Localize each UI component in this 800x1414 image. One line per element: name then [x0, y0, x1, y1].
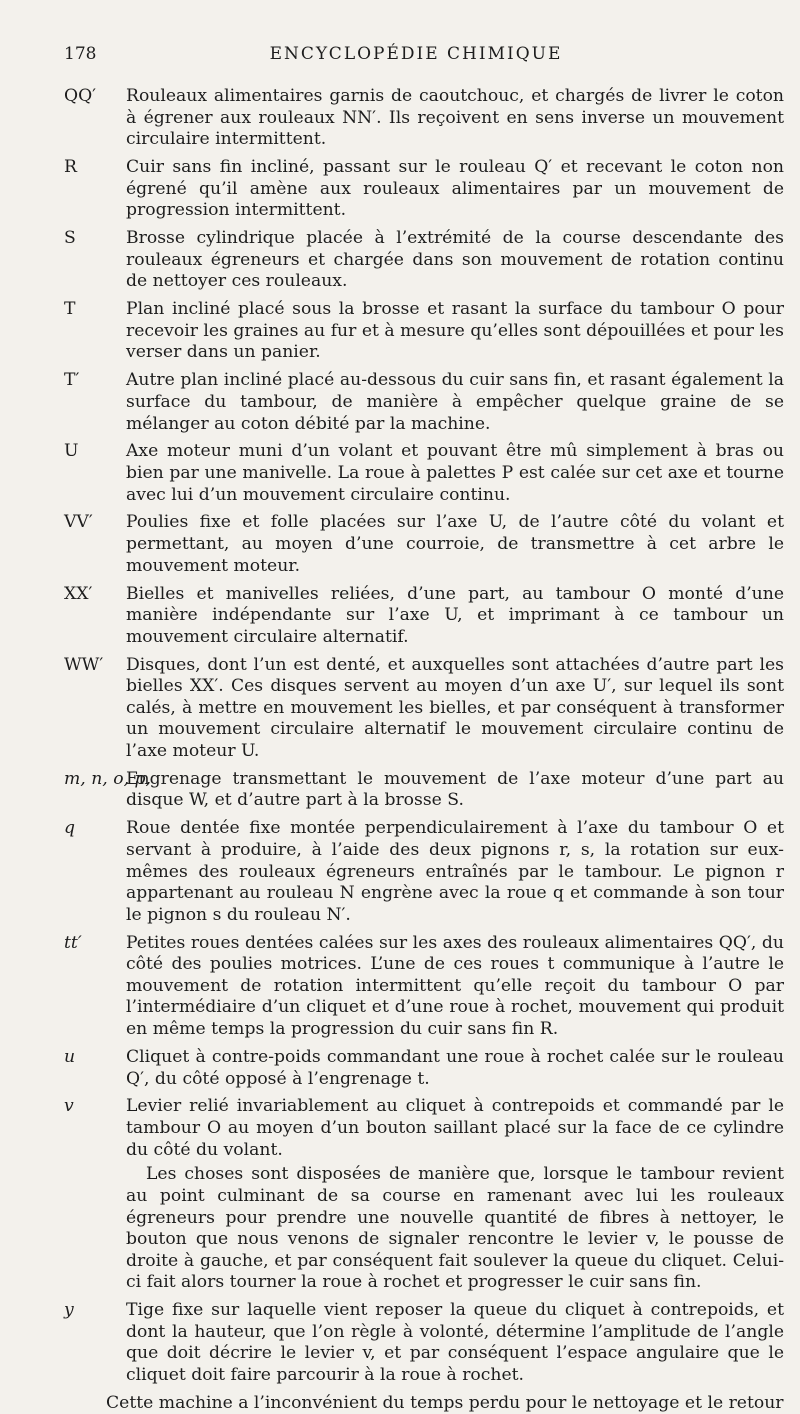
- legend-term: v: [64, 1096, 74, 1117]
- legend-text: Plan incliné placé sous la brosse et rasant la surface du tambour O pour recevoir les graines au fur et à mesure qu’elles sont dépouillées et pour les verser dans un panier.: [126, 299, 784, 363]
- legend-term: S: [64, 228, 76, 249]
- legend-term: q: [64, 818, 76, 839]
- legend-entry: [64, 1096, 784, 1161]
- legend-term: u: [64, 1046, 76, 1067]
- explanatory-paragraph: Les choses sont disposées de manière que, lorsque le tambour revient au point culminant de sa course en ramenant avec lui les rouleaux égreneurs pour prendre une nouvelle quantité de fibres à nettoyer, le bouton que nous venons de signaler rencontre le levier v, le pousse de droite à gauche, et par conséquent fait soulever la queue du cliquet. Celui-ci fait alors tourner la roue à rochet et progresser le cuir sans fin.: [126, 1164, 784, 1293]
- legend-entry: [64, 441, 784, 506]
- legend-text: Engrenage transmettant le mouvement de l’axe moteur d’une part au disque W, et d’autre part à la brosse S.: [126, 768, 784, 811]
- legend-entry: [64, 86, 784, 151]
- legend-term: U: [64, 441, 79, 462]
- page-number: 178: [64, 44, 97, 64]
- legend-entry: [64, 370, 784, 435]
- legend-text: Disques, dont l’un est denté, et auxquelles sont attachées d’autre part les bielles XX′. Ces disques servent au moyen d’un axe U′, sur lequel ils sont calés, à mettre en mouvement les bielles, et par conséquent à transformer un mouvement circulaire alternatif le mouvement circulaire continu de l’axe moteur U.: [126, 654, 784, 761]
- legend-text: Roue dentée fixe montée perpendiculairement à l’axe du tambour O et servant à produire, à l’aide des deux pignons r, s, la rotation sur eux-mêmes des rouleaux égreneurs entraînés par le tambour. Le pignon r appartenant au rouleau N engrène avec la roue q et commande à son tour le pignon s du rouleau N′.: [126, 818, 784, 925]
- legend-term: VV′: [64, 512, 93, 533]
- legend-text: Cliquet à contre-poids commandant une roue à rochet calée sur le rouleau Q′, du côté opposé à l’engrenage t.: [126, 1046, 784, 1089]
- legend-term: WW′: [64, 654, 104, 675]
- legend-term: T: [64, 299, 76, 320]
- legend-entry: [64, 769, 784, 812]
- legend-text: Tige fixe sur laquelle vient reposer la queue du cliquet à contrepoids, et dont la hauteur, que l’on règle à volonté, détermine l’amplitude de l’angle que doit décrire le levier v, et par conséquent l’espace angulaire que le cliquet doit faire parcourir à la roue à rochet.: [126, 1300, 784, 1385]
- legend-text: Autre plan incliné placé au-dessous du cuir sans fin, et rasant également la surface du tambour, de manière à empêcher quelque graine de se mélanger au coton débité par la machine.: [126, 370, 784, 434]
- page-header: [64, 44, 768, 68]
- final-line: Cette machine a l’inconvénient du temps perdu pour le nettoyage et le retour: [106, 1392, 784, 1413]
- legend-term: tt′: [64, 932, 82, 953]
- legend-text: Petites roues dentées calées sur les axes des rouleaux alimentaires QQ′, du côté des poulies motrices. L’une de ces roues t communique à l’autre le mouvement de rotation intermittent qu’elle reçoit du tambour O par l’intermédiaire d’un cliquet et d’une roue à rochet, mouvement qui produit en même temps la progression du cuir sans fin R.: [126, 932, 784, 1040]
- legend-entry: [64, 228, 784, 293]
- legend-text: Levier relié invariablement au cliquet à contrepoids et commandé par le tambour O au moyen d’un bouton saillant placé sur la face de ce cylindre du côté du volant.: [126, 1096, 784, 1160]
- legend-entry: [64, 512, 784, 577]
- legend-term: y: [64, 1300, 74, 1321]
- legend-term: T′: [64, 370, 80, 391]
- legend-entry: [64, 584, 784, 649]
- running-title: ENCYCLOPÉDIE CHIMIQUE: [269, 44, 563, 64]
- legend-text: Axe moteur muni d’un volant et pouvant être mû simplement à bras ou bien par une manivelle. La roue à palettes P est calée sur cet axe et tourne avec lui d’un mouvement circulaire continu.: [126, 441, 784, 505]
- legend-text: Brosse cylindrique placée à l’extrémité de la course descendante des rouleaux égreneurs et chargée dans son mouvement de rotation continu de nettoyer ces rouleaux.: [126, 228, 784, 292]
- legend-entry: [64, 933, 784, 1041]
- legend-entry: [64, 157, 784, 222]
- page-body: [64, 86, 784, 1414]
- legend-text: Bielles et manivelles reliées, d’une part, au tambour O monté d’une manière indépendante sur l’axe U, et imprimant à ce tambour un mouvement circulaire alternatif.: [126, 583, 784, 647]
- legend-term: QQ′: [64, 86, 97, 106]
- legend-term: m, n, o, p,: [64, 768, 151, 789]
- legend-entry: [64, 299, 784, 364]
- legend-term: R: [64, 157, 77, 178]
- legend-entry: [64, 655, 784, 763]
- legend-entry: [64, 818, 784, 926]
- legend-entry: [64, 1047, 784, 1090]
- legend-entry-y: [64, 1300, 784, 1386]
- legend-text: Cuir sans fin incliné, passant sur le rouleau Q′ et recevant le coton non égrené qu’il amène aux rouleaux alimentaires par un mouvement de progression intermittent.: [126, 157, 784, 221]
- legend-text: Rouleaux alimentaires garnis de caoutchouc, et chargés de livrer le coton à égrener aux rouleaux NN′. Ils reçoivent en sens inverse un mouvement circulaire intermittent.: [126, 86, 784, 150]
- legend-list: [64, 86, 784, 1161]
- legend-term: XX′: [64, 583, 93, 604]
- legend-text: Poulies fixe et folle placées sur l’axe U, de l’autre côté du volant et permettant, au moyen d’une courroie, de transmettre à cet arbre le mouvement moteur.: [126, 512, 784, 576]
